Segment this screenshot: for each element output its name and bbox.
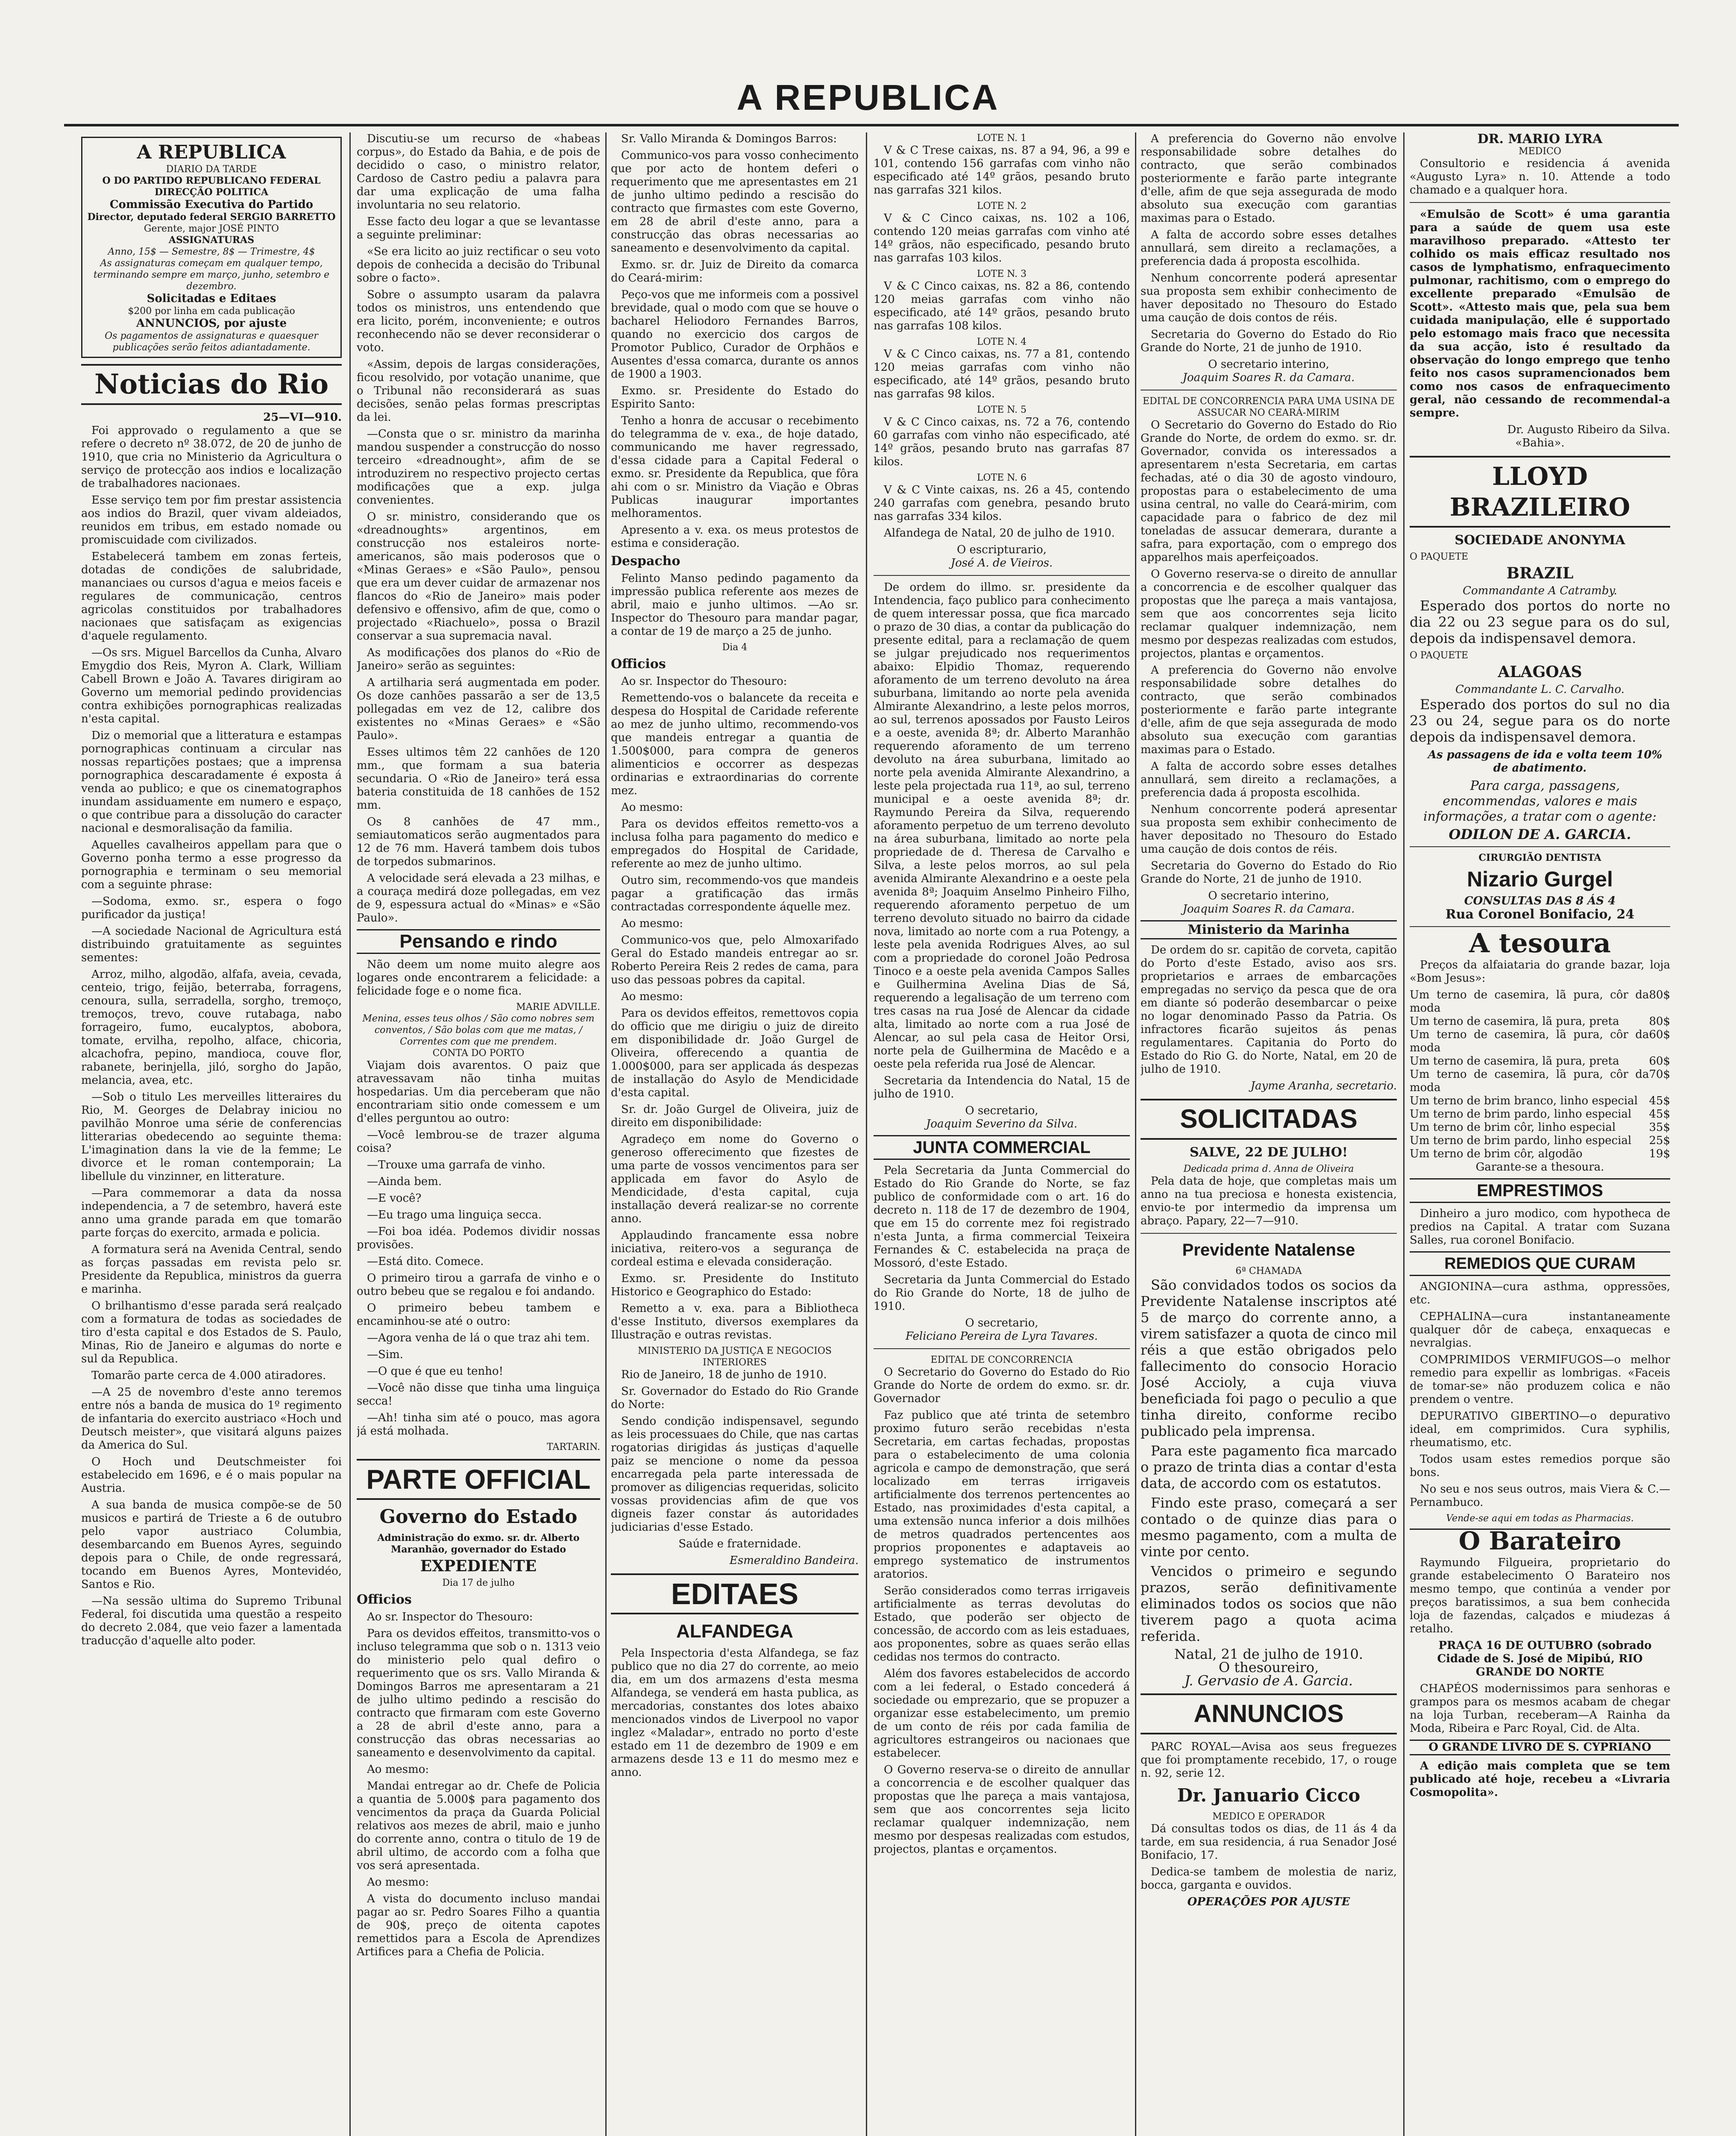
column-4 [874,132,1130,2136]
signature: J. Gervasio de A. Garcia. [1184,1672,1353,1689]
paragraph: Esperado dos portos do sul no dia 23 ou 24, segue para os do norte depois da indispensavel demora. [1410,696,1670,745]
paragraph: —Ah! tinha sim até o pouco, mas agora já está molhada. [357,1411,600,1438]
paragraph: Exmo. sr. dr. Juiz de Direito da comarca do Ceará-mirim: [611,258,859,285]
paquete-label: O PAQUETE [1410,552,1469,562]
price-row [1410,1147,1670,1161]
paragraph: —Consta que o sr. ministro da marinha mandou suspender a construcção do nosso terceiro «dreadnought», afim de se introduzirem no respectivo projecto certas modificações que a exp. julga convenientes. [357,428,600,507]
ship-name: BRAZIL [1506,564,1574,582]
paper-info-box [81,137,342,358]
paragraph: O primeiro bebeu tambem e encaminhou-se até o outro: [357,1302,600,1328]
paragraph: Para os devidos effeitos remetto-vos a inclusa folha para pagamento do medico e empregados do Hospital de Caridade, referente ao mez de junho ultimo. [611,818,859,870]
dentist-address: Rua Coronel Bonifacio, 24 [1445,907,1635,922]
paragraph: Estabelecerá tambem em zonas ferteis, dotadas de condições de salubridade, mananciaes ou cursos d'agua e meios faceis e regulares de communicação, centros agricolas constituidos por trabalhadores nacionaes que satisfaçam as exigencias d'aquele regulamento. [81,550,342,643]
column-5 [1141,132,1397,2136]
paragraph: Dá consultas todos os dias, de 11 ás 4 da tarde, em sua residencia, á rua Senador José Bonifacio, 17. [1141,1822,1397,1862]
lot-title: LOTE N. 2 [976,201,1027,211]
verse: Menina, esses teus olhos / São como nobres sem conventos, / São bolas com que me matas, / Correntes com que me prendem. [362,1013,595,1047]
marinha-heading: Ministerio da Marinha [1141,920,1397,939]
column-divider [1135,132,1136,2136]
price-row [1410,1134,1670,1147]
paragraph: —Os srs. Miguel Barcellos da Cunha, Alvaro Emygdio dos Reis, Myron A. Clark, William Cabell Brown e João A. Tavares dirigiram ao Governo um memorial pedindo providencias contra exhibições pornographicas realizadas n'esta capital. [81,646,342,725]
verse-credit: CONTA DO PORTO [432,1048,525,1059]
ministry-line: MINISTERIO DA JUSTIÇA E NEGOCIOS INTERIORES [638,1346,832,1368]
remedies-sale: Vende-se aqui em todas as Pharmacias. [1446,1513,1634,1524]
paragraph: Ao mesmo: [621,990,683,1003]
doctor-role: MEDICO [1519,146,1561,157]
edital-heading: EDITAL DE CONCORRENCIA [930,1355,1073,1365]
lot-text: V & C Cinco caixas, ns. 82 a 86, contendo 120 meias garrafas com vinho não especificado, até 14º grãos, pesando bruto nas garrafas 108 kilos. [874,280,1130,332]
paragraph: Exmo. sr. Presidente do Estado do Espirito Santo: [611,384,859,411]
paragraph: Nenhum concorrente poderá apresentar sua proposta sem exhibir conhecimento de haver depositado no Thesouro do Estado uma caução de dois contos de réis. [1141,803,1397,856]
paragraph: O sr. ministro, considerando que os «dreadnoughts» argentinos, em construcção nos estaleiros norte-americanos, são mais poderosos que o «Minas Geraes» e «São Paulo», pensou que era um dever cuidar de armazenar nos flancos do «Rio de Janeiro» mais poder defensivo e offensivo, afim de que, como o projectado «Riachuelo», possa o Brazil conservar a sua supremacia naval. [357,511,600,643]
price-item: Um terno de brim branco, linho especial [1410,1094,1638,1107]
paragraph: —Sob o titulo Les merveilles litteraires du Rio, M. Georges de Delabray iniciou no pavilhão Monroe uma série de conferencias litterarias obedecendo ao seguinte thema: L'imagination dans la vie de la femme; Le divorce et le roman contemporain; La libellule du vinzinner, en litterature. [81,1091,342,1183]
paragraph: De ordem do sr. capitão de corveta, capitão do Porto d'este Estado, aviso aos srs. proprietarios e arraes de embarcações empregadas no serviço da pesca que de ora em diante só poderão desembarcar o peixe no logar denominado Passo da Patria. Os infractores ficarão sujeitos ás penas regulamentares. Capitania do Porto do Estado do Rio G. do Norte, Natal, em 20 de julho de 1910. [1141,944,1397,1076]
cyprianno-heading: O GRANDE LIVRO DE S. CYPRIANO [1410,1740,1670,1755]
paragraph: Apresento a v. exa. os meus protestos de estima e consideração. [611,524,859,550]
paragraph: «Assim, depois de largas considerações, ficou resolvido, por votação unanime, que o Tribunal não reconsiderará as suas decisões, senão pelas formas prescriptas da lei. [357,358,600,424]
officios-heading: Officios [611,657,666,672]
paper-direction: DIRECÇÃO POLITICA [154,187,269,198]
paragraph: Outro sim, recommendo-vos que mandeis pagar a gratificação das irmãs contractadas correspondente áquelle mez. [611,874,859,913]
paragraph: Esse facto deu logar a que se levantasse a seguinte preliminar: [357,215,600,241]
signature: José A. de Vieiros. [950,557,1053,569]
admin-line: Administração do exmo. sr. dr. Alberto Maranhão, governador do Estado [377,1532,580,1555]
divider [874,575,1130,576]
lot-text: V & C Cinco caixas, ns. 72 a 76, contendo 60 garrafas com vinho não especificado, até 14º grãos, pesando bruto nas garrafas 87 kilos. [874,416,1130,468]
date-line: Dia 17 de julho [442,1578,515,1588]
paragraph: As modificações dos planos do «Rio de Janeiro» serão as seguintes: [357,646,600,672]
paragraph: —Para commemorar a data da nossa independencia, a 7 de setembro, haverá este anno uma grande parada em que tomarão parte forças do exercito, armada e policia. [81,1187,342,1239]
signature-role: O escripturario, [956,543,1047,556]
price-row [1410,1121,1670,1134]
column-divider [866,132,867,2136]
paquete-label: O PAQUETE [1410,650,1469,661]
paragraph: Rio de Janeiro, 18 de junho de 1910. [621,1368,827,1381]
paragraph: «Se era licito ao juiz rectificar o seu voto depois de conhecida a decisão do Tribunal sobre o facto». [357,245,600,285]
paragraph: CHAPÉOS modernissimos para senhoras e grampos para os mesmos acabam de chegar na loja Turban, receberam—A Rainha da Moda, Ribeira e Parc Royal, Cid. de Alta. [1410,1682,1670,1735]
paragraph: Esses ultimos têm 22 canhões de 120 mm., que formam a sua bateria secundaria. O «Rio de Janeiro» terá essa bateria constituida de 18 canhões de 152 mm. [357,746,600,812]
paragraph: Pela Secretaria da Junta Commercial do Estado do Rio Grande do Norte, se faz publico de conformidade com o art. 16 do decreto n. 118 de 17 de dezembro de 1904, que em 15 do corrente mez foi registrado n'esta Junta, a firma commercial Teixeira Fernandes & C. estabelecida na praça de Mossoró, d'este Estado. [874,1164,1130,1270]
paragraph: Peço-vos que me informeis com a possivel brevidade, qual o modo com que se houve o bacharel Heliodoro Fernandes Barros, quando no exercicio dos cargos de Promotor Publico, Curador de Orphãos e Ausentes d'essa comarca, durante os annos de 1900 a 1903. [611,288,859,381]
paragraph: —Sim. [367,1348,404,1361]
lot-text: V & C Vinte caixas, ns. 26 a 45, contendo 240 garrafas com genebra, pesando bruto nas garrafas 334 kilos. [874,484,1130,523]
column-divider [605,132,607,2136]
paragraph: Esperado dos portos do norte no dia 22 ou 23 segue para os do sul, depois da indispensavel demora. [1410,598,1670,646]
paragraph: Ao mesmo: [621,801,683,814]
alfandega-heading: ALFANDEGA [676,1621,793,1642]
price-item: Um terno de brim côr, algodão [1410,1147,1583,1160]
official-heading: PARTE OFFICIAL [357,1459,600,1500]
paragraph: A preferencia do Governo não envolve responsabilidade sobre detalhes do contracto, que serão combinados posteriormente e farão parte integrante d'elle, afim de que seja assegurada de modo absoluto sua execução com garantias maximas para o Estado. [1141,664,1397,756]
paragraph: Sr. Governador do Estado do Rio Grande do Norte: [611,1385,859,1411]
signature: Feliciano Pereira de Lyra Tavares. [905,1330,1098,1343]
paragraph: Arroz, milho, algodão, alfafa, aveia, cevada, centeio, trigo, feijão, beterraba, forragens, cenoura, sulla, serradella, sorgho, tremoço, tremoços, trevo, couve rutabaga, nabo forrageiro, fumo, eucalyptos, abobora, tomate, ervilha, repolho, alface, chicoria, alcachofra, pepino, mandioca, couve flor, rabanete, berinjella, jiló, sorgho do Japão, melancia, avea, etc. [81,968,342,1087]
price-item: Um terno de brim pardo, linho especial [1410,1108,1632,1121]
paragraph: Alfandega de Natal, 20 de julho de 1910. [884,527,1115,540]
paragraph: Foi approvado o regulamento a que se refere o decreto nº 38.072, de 20 de junho de 1910, que cria no Ministerio da Agricultura o serviço de protecção aos indios e localização de trabalhadores nacionaes. [81,424,342,490]
paragraph: A falta de accordo sobre esses detalhes annullará, sem direito a reclamações, a preferencia dada á proposta escolhida. [1141,229,1397,268]
signature-role: O secretario, [965,1104,1038,1117]
paragraph: —Está dito. Comece. [367,1255,484,1268]
chamada-line: 6ª CHAMADA [1235,1266,1302,1276]
paragraph: Secretaria da Intendencia do Natal, 15 de julho de 1910. [874,1074,1130,1100]
paragraph: DEPURATIVO GIBERTINO—o depurativo ideal, em comprimidos. Cura syphilis, rheumatismo, etc. [1410,1410,1670,1449]
author-credit: TARTARIN. [547,1442,600,1452]
paragraph: —E você? [367,1192,422,1205]
paragraph: Diz o memorial que a litteratura e estampas pornographicas continuam a circular nas nossas repartições postaes; que a imprensa pornographica descaradamente é exposta á venda ao publico; e que os cinematographos inundam assiduamente em numero e espaço, o que contribue para a dissolução do caracter nacional e desmoralisação da familia. [81,729,342,835]
divider [1410,846,1670,847]
previdente-heading: Previdente Natalense [1182,1241,1355,1259]
price-value: 60$ [1649,1028,1670,1041]
lot-title: LOTE N. 1 [976,133,1027,144]
gov-heading: Governo do Estado [379,1506,578,1528]
date-line: Natal, 21 de julho de 1910. [1174,1646,1364,1662]
lot-text: V & C Trese caixas, ns. 87 a 94, 96, a 99 e 101, contendo 156 garrafas com vinho não especificado até 14º grãos, pesando bruto nas garrafas 321 kilos. [874,144,1130,197]
paragraph: Dedica-se tambem de molestia de nariz, bocca, garganta e ouvidos. [1141,1866,1397,1892]
price-row [1410,1028,1670,1055]
paragraph: São convidados todos os socios da Previdente Natalense inscriptos até 5 de março do corrente anno, a virem satisfazer a quota de cinco mil réis a que estão obrigados pelo fallecimento do consocio Horacio José Accioly, a cuja viuva beneficiada foi pago o peculio a que tinha direito, conforme recibo publicado pela imprensa. [1141,1277,1397,1439]
paragraph: Dinheiro a juro modico, com hypotheca de predios na Capital. A tratar com Suzana Salles, rua coronel Bonifacio. [1410,1207,1670,1247]
payment-note: Os pagamentos de assignaturas e quaesquer publicações serão feitos adiantadamente. [105,331,318,353]
column-2 [357,132,600,2136]
divider [874,1348,1130,1349]
paper-title: A REPUBLICA [137,141,286,163]
column-3 [611,132,859,2136]
paragraph: Para os devidos effeitos, remettovos copia do officio que me dirigiu o juiz de direito em disponibilidade dr. João Gurgel de Oliveira, offerecendo a quantia de 1.000$000, para ser applicada ás despezas de installação do Asylo de Mendicidade d'esta capital. [611,1007,859,1099]
price-row [1410,1094,1670,1108]
paper-subtitle: DIARIO DA TARDE [166,164,257,175]
column-1 [81,132,342,2136]
price-item: Um terno de casemira, lã pura, côr da moda [1410,1028,1649,1054]
paragraph: Vencidos o primeiro e segundo prazos, serão definitivamente eliminados todos os socios que não tiverem pago a quota acima referida. [1141,1563,1397,1644]
paragraph: Serão considerados como terras irrigaveis artificialmente as terras devolutas do Estado, que poderão ser objecto de concessão, de accordo com as leis estaduaes, aos proponentes, sobre as quaes serão ellas cedidas nos termos do contracto. [874,1584,1130,1664]
paragraph: Faz publico que até trinta de setembro proximo futuro serão recebidas n'esta Secretaria, em cartas fechadas, propostas para o estabelecimento de uma colonia agricola e campo de demonstração, que será localizado em terras irrigaveis artificialmente dos terrenos pertencentes ao Estado, nas proximidades d'esta capital, a uma extensão nunca inferior a dois milhões de metros quadrados pertencentes aos proprios proponentes e adaptaveis ao emprego systematico de instrumentos aratorios. [874,1409,1130,1581]
price-row [1410,1015,1670,1028]
price-value: 25$ [1649,1134,1670,1147]
paragraph: Tenho a honra de accusar o recebimento do telegramma de v. exa., de hoje datado, communicando me haver regressado, d'essa cidade para a Capital Federal o exmo. sr. Presidente da Republica, que fôra ahi com o sr. Ministro da Viação e Obras Publicas inaugurar importantes melhoramentos. [611,414,859,520]
paragraph: A vista do documento incluso mandai pagar ao sr. Pedro Soares Filho a quantia de 90$, preço de oitenta capotes remettidos para a Escola de Aprendizes Artifices para a Chefia de Policia. [357,1892,600,1958]
paragraph: Além dos favores estabelecidos de accordo com a lei federal, o Estado concederá á sociedade ou emprezario, que se propuzer a organizar esse estabelecimento, um premio de um conto de réis por cada familia de agricultores estrangeiros ou nacionaes que estabelecer. [874,1667,1130,1760]
paragraph: As passagens de ida e volta teem 10% de abatimento. [1428,748,1663,775]
paragraph: —Sodoma, exmo. sr., espera o fogo purificador da justiça! [81,895,342,921]
signature-role: O thesoureiro, [1218,1659,1319,1675]
paragraph: Todos usam estes remedios porque são bons. [1410,1453,1670,1479]
paragraph: A formatura será na Avenida Central, sendo as forças passadas em revista pelo sr. Presidente da Republica, ministros da guerra e marinha. [81,1243,342,1296]
lot-text: V & C Cinco caixas, ns. 77 a 81, contendo 120 meias garrafas com vinho não especificado, até 14º grãos, pesando bruto nas garrafas 98 kilos. [874,348,1130,400]
paragraph: O primeiro tirou a garrafa de vinho e o outro bebeu que se regalou e foi andando. [357,1272,600,1298]
section-heading: Pensando e rindo [357,929,600,954]
subs-note: As assignaturas começam em qualquer tempo, terminando sempre em março, junho, setembro e dezembro. [93,258,330,292]
price-item: Um terno de casemira, lã pura, preta [1410,1015,1619,1028]
paragraph: A artilharia será augmentada em poder. Os doze canhões passarão a ser de 13,5 pollegadas em vez de 12, calibre dos existentes no «Minas Geraes» e «São Paulo». [357,676,600,742]
salve-line: SALVE, 22 DE JULHO! [1189,1145,1348,1160]
paragraph: Pela data de hoje, que completas mais um anno na tua preciosa e honesta existencia, envio-te por intermedio da imprensa um abraço. Papary, 22—7—910. [1141,1175,1397,1227]
dentist-hours: CONSULTAS DAS 8 ÁS 4 [1464,895,1616,907]
divider [1410,926,1670,927]
ship-name: ALAGOAS [1498,663,1582,681]
expediente-heading: EXPEDIENTE [420,1557,537,1575]
lot-text: V & C Cinco caixas, ns. 102 a 106, contendo 120 meias garrafas com vinho até 14º grãos, não especificado, pesando bruto nas garrafas 103 kilos. [874,212,1130,264]
paragraph: Ao mesmo: [367,1763,429,1776]
news-body [81,424,342,1648]
lloyd-heading: LLOYD BRAZILEIRO [1410,456,1670,528]
tesoura-footer: Garante-se a thesoura. [1475,1161,1604,1174]
paragraph: PRAÇA 16 DE OUTUBRO (sobrado Cidade de S. José de Mipibú, RIO GRANDE DO NORTE [1437,1639,1652,1678]
signature: Dr. Augusto Ribeiro da Silva. [1507,423,1670,436]
dedication: Dedicada prima d. Anna de Oliveira [1183,1164,1354,1174]
news-title: Noticias do Rio [81,364,342,405]
paragraph: Discutiu-se um recurso de «habeas corpus», do Estado da Bahia, e de pois de decidido o caso, o ministro relator, Cardoso de Castro pediu a palavra para dar uma explicação de uma falha involuntaria no seu relatorio. [357,132,600,211]
paragraph: ANGIONINA—cura asthma, oppressões, etc. [1410,1280,1670,1306]
price-value: 35$ [1649,1121,1670,1134]
paragraph: O Governo reserva-se o direito de annullar a concorrencia e de escolher qualquer das propostas que lhe pareça a mais vantajosa, sem que aos concorrentes seja licito reclamar qualquer indemnização, nem mesmo por despezas realizadas com estudos, projectos, plantas e orçamentos. [1141,568,1397,660]
paragraph: Ao mesmo: [621,917,683,930]
author-credit: MARIE ADVILLE. [516,1002,600,1012]
paragraph: Felinto Manso pedindo pagamento da impressão publica referente aos mezes de abril, maio e junho ultimos. —Ao sr. Inspector do Thesouro para mandar pagar, a contar de 19 de março a 25 de junho. [611,572,859,638]
paragraph: —O que é que eu tenho! [367,1365,504,1378]
lot-title: LOTE N. 4 [976,337,1027,347]
tesoura-heading: A tesoura [1469,927,1611,959]
divider [1141,1233,1397,1234]
paper-director: Director, deputado federal SERGIO BARRETTO [87,211,336,223]
paragraph: Exmo. sr. Presidente do Instituto Historico e Geographico do Estado: [611,1272,859,1298]
paragraph: O Hoch und Deutschmeister foi estabelecido em 1696, e é o mais popular na Austria. [81,1455,342,1495]
paragraph: Communico-vos para vosso conhecimento que por acto de hontem deferi o requerimento que me apresentastes em 21 de junho ultimo pedindo a rescisão do contracto que firmastes com este Governo, em 28 de abril d'este anno, para a construcção das obras necessarias ao saneamento e desenvolvimento da capital. [611,149,859,255]
paragraph: Sobre o assumpto usaram da palavra todos os ministros, uns entendendo que era licito, porém, inconveniente; e outros reconhecendo não se dever reconsiderar o voto. [357,288,600,354]
paragraph: Findo este praso, começará a ser contado o de quinze dias para o mesmo pagamento, com a multa de vinte por cento. [1141,1495,1397,1560]
paragraph: O Governo reserva-se o direito de annullar a concorrencia e de escolher qualquer das propostas que lhe pareça a mais vantajosa, sem que aos concorrentes seja licito reclamar qualquer indemnização, nem mesmo por despesas realizadas com estudos, projectos, plantas e orçamentos. [874,1763,1130,1856]
paragraph: —Na sessão ultima do Supremo Tribunal Federal, foi discutida uma questão a respeito do decreto 2.084, que veio fazer a lamentada traducção d'aquelle alto poder. [81,1595,342,1647]
signature-role: O secretario, [965,1317,1038,1329]
signature: Jayme Aranha, secretario. [1250,1080,1397,1092]
paragraph: Não deem um nome muito alegre aos logares onde encontrarem a felicidade: a felicidade foge e o nome fica. [357,958,600,998]
solicitadas-heading: SOLICITADAS [1141,1099,1397,1140]
price-row [1410,1108,1670,1121]
paragraph: A preferencia do Governo não envolve responsabilidade sobre detalhes do contracto, que serão combinados posteriormente e farão parte integrante d'elle, afim de que seja assegurada de modo absoluto sua execução com garantias maximas para o Estado. [1141,132,1397,225]
commander: Commandante L. C. Carvalho. [1455,683,1625,696]
paragraph: PARC ROYAL—Avisa aos seus freguezes que foi promptamente recebido, 17, o rouge n. 92, serie 12. [1141,1740,1397,1780]
paragraph: —Ainda bem. [367,1175,442,1188]
paragraph: COMPRIMIDOS VERMIFUGOS—o melhor remedio para expellir as lombrigas. «Faceis de tomar-se» não produzem colica e não prendem o ventre. [1410,1353,1670,1406]
paper-committee: Commissão Executiva do Partido [109,198,314,211]
doctor-role: MEDICO E OPERADOR [1212,1811,1325,1822]
paragraph: A falta de accordo sobre esses detalhes annullará, sem direito a reclamações, a preferencia dada á proposta escolhida. [1141,760,1397,799]
paragraph: Ao sr. Inspector do Thesouro: [621,675,787,688]
edital-heading: EDITAL DE CONCORRENCIA PARA UMA USINA DE ASSUCAR NO CEARÁ-MIRIM [1142,396,1395,418]
signature: Joaquim Soares R. da Camara. [1182,903,1355,915]
sold-price: $200 por linha em cada publicação [128,306,295,317]
paragraph: Aquelles cavalheiros appellam para que o Governo ponha termo a esse progresso da pornographia e terminam o seu memorial com a seguinte phrase: [81,839,342,891]
doctor-note: OPERAÇÕES POR AJUSTE [1187,1895,1350,1908]
doctor-name: DR. MARIO LYRA [1477,132,1603,147]
paragraph: Agradeço em nome do Governo o generoso offerecimento que fizestes de uma parte de vossos vencimentos para ser applicada em favor do Asylo de Mendicidade, d'esta capital, cuja installação deverá realizar-se no corrente anno. [611,1133,859,1225]
paragraph: No seu e nos seus outros, mais Viera & C.—Pernambuco. [1410,1483,1670,1509]
paragraph: —Eu trago uma linguiça secca. [367,1209,542,1221]
paragraph: Applaudindo francamente essa nobre iniciativa, reitero-vos a segurança de cordeal estima e elevada consideração. [611,1229,859,1268]
paragraph: Communico-vos que, pelo Almoxarifado Geral do Estado mandeis entregar ao sr. Roberto Pereira Reis 2 redes de cama, para uso das pessoas pobres da capital. [611,934,859,986]
divider [1410,202,1670,203]
signature-role: O secretario interino, [1208,889,1329,902]
sold-label: Solicitadas e Editaes [147,292,276,305]
barateiro-heading: O Barateiro [1410,1529,1670,1552]
price-row [1410,1068,1670,1094]
price-item: Um terno de casemira, lã pura, preta [1410,1055,1619,1068]
paragraph: Secretaria do Governo do Estado do Rio Grande do Norte, 21 de junho de 1910. [1141,328,1397,354]
paragraph: O brilhantismo d'esse parada será realçado com a formatura de todas as sociedades de tiro d'esta capital e dos Estados de S. Paulo, Minas, Rio de Janeiro e algumas do norte e sul da Republica. [81,1300,342,1365]
price-value: 60$ [1649,1055,1670,1068]
paragraph: Consultorio e residencia á avenida «Augusto Lyra» n. 10. Attende a todo chamado e a qualquer hora. [1410,157,1670,197]
price-item: Um terno de casemira, lã pura, côr da moda [1410,1068,1649,1094]
paper-org: O DO PARTIDO REPUBLICANO FEDERAL [102,175,321,186]
paragraph: —A 25 de novembro d'este anno teremos entre nós a banda de musica do 1º regimento de infantaria do exercito austriaco «Hoch und Deutsch meister», que visitará alguns paizes da America do Sul. [81,1386,342,1452]
signature: Joaquim Soares R. da Camara. [1182,371,1355,384]
remedios-heading: REMEDIOS QUE CURAM [1410,1251,1670,1276]
signature-place: «Bahia». [1515,437,1565,449]
column-divider [1403,132,1405,2136]
lloyd-subheading: SOCIEDADE ANONYMA [1454,533,1625,548]
paragraph: A edição mais completa que se tem publicado até hoje, recebeu a «Livraria Cosmopolita». [1410,1760,1670,1799]
lot-title: LOTE N. 6 [976,472,1027,483]
price-item: Um terno de casemira, lã pura, côr da moda [1410,989,1649,1015]
lot-title: LOTE N. 5 [976,405,1027,415]
paragraph: Ao sr. Inspector do Thesouro: [367,1611,533,1623]
doctor-name: Dr. Januario Cicco [1177,1785,1361,1806]
paragraph: —Você lembrou-se de trazer alguma coisa? [357,1129,600,1155]
paragraph: Sendo condição indispensavel, segundo as leis processuaes do Chile, que nas cartas rogatorias dirigidas ás justiças d'aquelle paiz se mencione o nome da pessoa encarregada pela parte interessada de promover as diligencias requeridas, solicito vossas providencias afim de que vos digneis fazer constar ás autoridades judiciarias d'esse Estado. [611,1415,859,1534]
paragraph: «Emulsão de Scott» é uma garantia para a saúde de quem usa este maravilhoso preparado. «Attesto ter colhido os mais efficaz resultado nos casos de lymphatismo, enfraquecimento pulmonar, rachitismo, com o emprego do excellente preparado «Emulsão de Scott». «Attesto mais que, pela sua bem cuidada manipulação, elle é supportado pelo estomago mais fraco que necessita da sua acção, isto é resultado da observação do longo emprego que tenho feito nos casos supramencionados bem como nos casos de enfraquecimento geral, não cessando de recommendal-a sempre. [1410,208,1670,420]
annuncios-heading: ANNUNCIOS [1141,1693,1397,1734]
emprestimos-heading: EMPRESTIMOS [1410,1178,1670,1203]
price-item: Um terno de brim pardo, linho especial [1410,1134,1632,1147]
subs-prices: Anno, 15$ — Semestre, 8$ — Trimestre, 4$ [108,246,315,257]
subs-title: ASSIGNATURAS [168,235,255,246]
agent-name: ODILON DE A. GARCIA. [1449,826,1631,842]
officios-heading: Officios [357,1592,412,1607]
paragraph: Os 8 canhões de 47 mm., semiautomaticos serão augmentados para 12 de 76 mm. Haverá tambem dois tubos de torpedos submarinos. [357,816,600,868]
price-item: Um terno de brim côr, linho especial [1410,1121,1616,1134]
paragraph: CEPHALINA—cura instantaneamente qualquer dôr de cabeça, enxaquecas e nevralgias. [1410,1310,1670,1350]
editaes-heading: EDITAES [611,1573,859,1614]
paragraph: Secretaria do Governo do Estado do Rio Grande do Norte, 21 de junho de 1910. [1141,860,1397,886]
paragraph: Para carga, passagens, encommendas, valores e mais informações, a tratar com o agente: [1423,778,1657,824]
paragraph: Viajam dois avarentos. O paiz que atravessavam não tinha muitas hospedarias. Um dia perceberam que não encontrariam sitio onde comessem e um d'elles perguntou ao outro: [357,1059,600,1125]
despacho-heading: Despacho [611,554,680,569]
junta-heading: JUNTA COMMERCIAL [874,1135,1130,1160]
paragraph: Tomarão parte cerca de 4.000 atiradores. [91,1369,326,1382]
masthead-rule [64,124,1679,126]
price-value: 19$ [1649,1147,1670,1160]
paragraph: —Agora venha de lá o que traz ahi tem. [367,1332,590,1344]
paragraph: A velocidade será elevada a 23 milhas, e a couraça medirá doze pollegadas, em vez de 9, espessura actual do «Minas» e «São Paulo». [357,872,600,924]
price-row [1410,989,1670,1015]
price-value: 45$ [1649,1108,1670,1121]
paragraph: Secretaria da Junta Commercial do Estado do Rio Grande do Norte, 18 de julho de 1910. [874,1273,1130,1313]
ads-label: ANNUNCIOS, por ajuste [136,317,287,330]
signature: Joaquim Severino da Silva. [926,1118,1078,1130]
paragraph: O Secretario do Governo do Estado do Rio Grande do Norte de ordem do exmo. sr. dr. Governador [874,1366,1130,1405]
paragraph: Esse serviço tem por fim prestar assistencia aos indios do Brazil, quer vivam aldeiados, reunidos em tribus, em estado nomade ou promiscuidade com civilizados. [81,494,342,546]
paragraph: O Secretario do Governo do Estado do Rio Grande do Norte, de ordem do exmo. sr. dr. Governador, convida os interessados a apresentarem n'esta Secretaria, em cartas fechadas, até o dia 30 de agosto vindouro, propostas para o estabelecimento de uma usina central, no valle do Ceará-mirim, com capacidade para o fabrico de dez mil toneladas de assucar demerara, durante a safra, para exportação, com o emprego dos apparelhos mais aperfeiçoados. [1141,419,1397,564]
paragraph: —Você não disse que tinha uma linguiça secca! [357,1382,600,1408]
news-date: 25—VI—910. [263,411,342,424]
price-value: 45$ [1649,1094,1670,1107]
paragraph: Pela Inspectoria d'esta Alfandega, se faz publico que no dia 27 do corrente, ao meio dia, em um dos armazens d'esta mesma Alfandega, se venderá em hasta publica, as mercadorias, constantes dos lotes abaixo mencionados vindos de Liverpool no vapor inglez «Maladar», entrado no porto d'este estado em 11 de dezembro de 1909 e em armazens desde 13 e 11 do mesmo mez e anno. [611,1647,859,1779]
paragraph: Sr. Vallo Miranda & Domingos Barros: [621,132,837,145]
commander: Commandante A Catramby. [1463,584,1617,597]
signature-role: O secretario interino, [1208,358,1329,371]
paper-manager: Gerente, major JOSÉ PINTO [144,223,279,234]
paragraph: De ordem do illmo. sr. presidente da Intendencia, faço publico para conhecimento de quem interessar possa, que fica marcado o prazo de 30 dias, a contar da publicação do presente edital, para a reclamação de quem se julgar prejudicado nos requerimentos abaixo: Elpidio Thomaz, requerendo aforamento de um terreno devoluto na área suburbana, limitando ao norte pela avenida Almirante Alexandrino, a leste pelos morros, ao sul, terrenos apossados por Fausto Leiros e a oeste, avenida 8ª; dr. Alberto Maranhão requerendo aforamento de um terreno devoluto na área suburbana, limitado ao norte pela avenida Almirante Alexandrino, a leste pela projectada rua 11ª, ao sul, terreno municipal e a oeste avenida 8ª; dr. Raymundo Pereira da Silva, requerendo aforamento perpetuo de um terreno devoluto na área suburbana, limitado ao norte pela propriedade de d. Theresa de Carvalho e Silva, a leste pelos morros, ao sul pela avenida Almirante Alexandrino e a oeste pela avenida 8ª; Joaquim Anselmo Pinheiro Filho, requerendo aforamento perpetuo de um terreno devoluto situado no bairro da cidade nova, limitado ao norte com a rua Potengy, a leste pela avenida Rodrigues Alves, ao sul com a propriedade do coronel João Pedrosa Tinoco e a oeste pela avenida Campos Salles e Guilhermina Avelina Dias de Sá, requerendo a legalisação de um terreno com tres casas na rua José de Alencar da cidade alta, limitado ao norte com a rua José de Alencar, ao sul pela casa de Heitor Orsi, norte pela de Guilhermina de Macêdo e a oeste pela referida rua José de Alencar. [874,581,1130,1071]
dentist-role: CIRURGIÃO DENTISTA [1478,852,1601,863]
price-value: 80$ [1649,1015,1670,1028]
dentist-name: Nizario Gurgel [1467,867,1613,891]
paragraph: —A sociedade Nacional de Agricultura está distribuindo gratuitamente as seguintes sementes: [81,925,342,964]
price-value: 80$ [1649,989,1670,1001]
paragraph: Sr. dr. João Gurgel de Oliveira, juiz de direito em disponibilidade: [611,1103,859,1129]
paragraph: Mandai entregar ao dr. Chefe de Policia a quantia de 5.000$ para pagamento dos vencimentos da praça da Guarda Policial relativos aos mezes de abril, maio e junho do corrente anno, contra o titulo de 19 de abril ultimo, de accordo com a folha que vos será apresentada. [357,1780,600,1872]
paragraph: Preços da alfaiataria do grande bazar, loja «Bom Jesus»: [1410,959,1670,985]
lot-title: LOTE N. 3 [976,269,1027,279]
paragraph: —Foi boa idéa. Podemos dividir nossas provisões. [357,1225,600,1251]
paragraph: —Trouxe uma garrafa de vinho. [367,1159,545,1171]
price-value: 70$ [1649,1068,1670,1081]
price-row [1410,1055,1670,1068]
day-line: Dia 4 [722,642,748,653]
paragraph: Remetto a v. exa. para a Bibliotheca d'esse Instituto, diversos exemplares da Illustração e outras revistas. [611,1302,859,1341]
paragraph: Raymundo Filgueira, proprietario do grande estabelecimento O Barateiro nos mesmo tempo, que continúa a vender por preços baratissimos, a sua bem conhecida loja de fazendas, calçados e miudezas á retalho. [1410,1556,1670,1635]
paragraph: Saúde e fraternidade. [678,1537,801,1550]
paragraph: Remettendo-vos o balancete da receita e despesa do Hospital de Caridade referente ao mez de junho ultimo, recommendo-vos que mandeis entregar a quantia de 1.500$000, para compra de generos alimenticios e occorrer as despezas ordinarias e extraordinarias do corrente mez. [611,692,859,797]
column-divider [349,132,351,2136]
masthead: A REPUBLICA [736,77,1000,117]
column-6 [1410,132,1670,2136]
paragraph: Nenhum concorrente poderá apresentar sua proposta sem exhibir conhecimento de haver depositado no Thesouro do Estado uma caução de dois contos de réis. [1141,272,1397,324]
paragraph: Para este pagamento fica marcado o prazo de trinta dias a contar d'esta data, de accordo com os estatutos. [1141,1443,1397,1491]
signature: Esmeraldino Bandeira. [729,1554,859,1567]
paragraph: Para os devidos effeitos, transmitto-vos o incluso telegramma que sob o n. 1313 veio do ministerio pelo qual defiro o requerimento que os srs. Vallo Miranda & Domingos Barros me apresentaram a 21 de julho ultimo pedindo a rescisão do contracto que firmaram com este Governo a 28 de abril d'este anno, para a construcção das obras necessarias ao saneamento e desenvolvimento da capital. [357,1627,600,1759]
paragraph: Ao mesmo: [367,1876,429,1889]
paragraph: A sua banda de musica compõe-se de 50 musicos e partirá de Trieste a 6 de outubro pelo vapor austriaco Columbia, desembarcando em Buenos Ayres, seguindo depois para o Chile, de onde regressará, tocando em Buenos Ayres, Montevidéo, Santos e Rio. [81,1499,342,1591]
